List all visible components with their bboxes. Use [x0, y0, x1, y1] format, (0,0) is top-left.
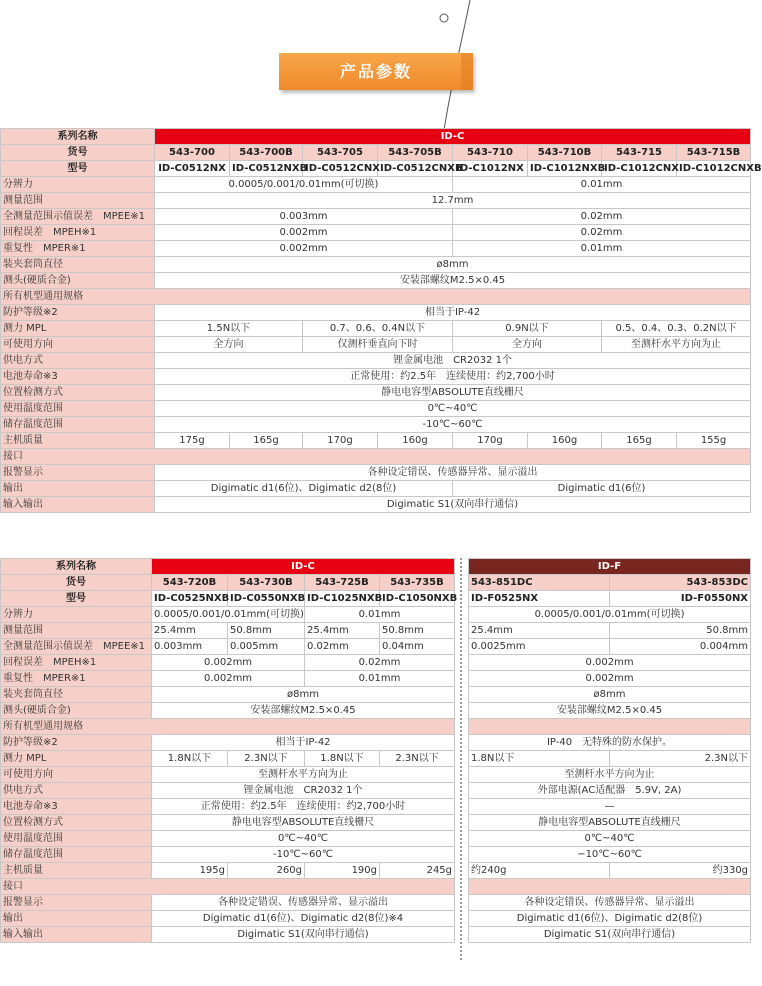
- model-cell: ID-C0512CNXB: [378, 161, 453, 177]
- row-label: 分辨力: [1, 607, 152, 623]
- table-row: [1, 337, 751, 353]
- table-cell: 静电电容型ABSOLUTE直线栅尺: [469, 815, 751, 831]
- table-cell: 0.0005/0.001/0.01mm(可切换): [152, 607, 305, 623]
- table-cell: IP-40 无特殊的防水保护。: [469, 735, 751, 751]
- section-row: [1, 879, 751, 895]
- row-label: 全测量范围示值误差 MPEE※1: [1, 209, 155, 225]
- table-cell: 0.002mm: [469, 671, 751, 687]
- table-cell: 0.002mm: [155, 241, 453, 257]
- model-cell: ID-C1012NXB: [528, 161, 602, 177]
- table-cell: —: [469, 799, 751, 815]
- row-label: 可使用方向: [1, 767, 152, 783]
- code-cell: 543-715B: [677, 145, 751, 161]
- code-cell: 543-700: [155, 145, 230, 161]
- spec-table-2: [0, 558, 751, 943]
- table-cell: Digimatic d1(6位)、Digimatic d2(8位): [155, 481, 453, 497]
- row-label: 重复性 MPER※1: [1, 241, 155, 257]
- table-row: [1, 193, 751, 209]
- table-row: [1, 863, 751, 879]
- code-cell: 543-730B: [228, 575, 305, 591]
- row-label: 测力 MPL: [1, 321, 155, 337]
- table-row: [1, 497, 751, 513]
- code-cell: 543-710B: [528, 145, 602, 161]
- section-header: 所有机型通用规格: [1, 719, 455, 735]
- table-cell: 195g: [152, 863, 228, 879]
- table-cell: 至测杆水平方向为止: [469, 767, 751, 783]
- table-row: [1, 911, 751, 927]
- table-cell: 0.002mm: [469, 655, 751, 671]
- table-cell: 安装部螺纹M2.5×0.45: [469, 703, 751, 719]
- row-label: 电池寿命※3: [1, 369, 155, 385]
- table-cell: Digimatic d1(6位)、Digimatic d2(8位): [469, 911, 751, 927]
- table-cell: 25.4mm: [152, 623, 228, 639]
- page-title: 产品参数: [279, 53, 473, 90]
- table-cell: 锂金属电池 CR2032 1个: [155, 353, 751, 369]
- series-value: ID-C: [155, 129, 751, 145]
- model-row: [1, 591, 751, 607]
- section-row: [1, 719, 751, 735]
- table-row: [1, 385, 751, 401]
- table-cell: 160g: [528, 433, 602, 449]
- table-row: [1, 465, 751, 481]
- code-cell: 543-700B: [230, 145, 303, 161]
- row-label: 位置检测方式: [1, 815, 152, 831]
- table-row: [1, 401, 751, 417]
- row-label: 使用温度范围: [1, 831, 152, 847]
- row-label: 防护等级※2: [1, 735, 152, 751]
- code-label: 货号: [1, 575, 152, 591]
- section-header: 接口: [1, 449, 751, 465]
- series-label: 系列名称: [1, 559, 152, 575]
- table-row: [1, 735, 751, 751]
- table-cell: 0.04mm: [380, 639, 455, 655]
- table-cell: 相当于IP-42: [152, 735, 455, 751]
- table-cell: 仅测杆垂直向下时: [303, 337, 453, 353]
- table-cell: 0.01mm: [453, 177, 751, 193]
- model-cell: ID-C1025NXB: [305, 591, 380, 607]
- table-row: [1, 305, 751, 321]
- table-cell: 1.8N以下: [305, 751, 380, 767]
- table-row: [1, 241, 751, 257]
- table-row: [1, 831, 751, 847]
- row-label: 重复性 MPER※1: [1, 671, 152, 687]
- table-cell: 静电电容型ABSOLUTE直线栅尺: [155, 385, 751, 401]
- table-row: [1, 799, 751, 815]
- table-row: [1, 639, 751, 655]
- table-row: [1, 767, 751, 783]
- table-row: [1, 177, 751, 193]
- table-cell: 约240g: [469, 863, 610, 879]
- row-label: 报警显示: [1, 895, 152, 911]
- table-cell: 170g: [303, 433, 378, 449]
- table-cell: 正常使用：约2.5年 连续使用：约2,700小时: [152, 799, 455, 815]
- code-cell: 543-705: [303, 145, 378, 161]
- table-row: [1, 481, 751, 497]
- series-row: [1, 129, 751, 145]
- table-cell: 0.7、0.6、0.4N以下: [303, 321, 453, 337]
- table-cell: 165g: [602, 433, 677, 449]
- table-cell: Digimatic S1(双向串行通信): [152, 927, 455, 943]
- table-cell: 50.8mm: [380, 623, 455, 639]
- table-cell: 各种设定错误、传感器异常、显示溢出: [155, 465, 751, 481]
- table-cell: 外部电源(AC适配器 5.9V, 2A): [469, 783, 751, 799]
- model-row: [1, 161, 751, 177]
- section-row: [1, 289, 751, 305]
- table-cell: 0.002mm: [155, 225, 453, 241]
- table-cell: 0.005mm: [228, 639, 305, 655]
- table-cell: 1.8N以下: [152, 751, 228, 767]
- table-cell: 170g: [453, 433, 528, 449]
- table-cell: ø8mm: [469, 687, 751, 703]
- table-row: [1, 433, 751, 449]
- table-cell: 0.003mm: [152, 639, 228, 655]
- table-cell: 0.5、0.4、0.3、0.2N以下: [602, 321, 751, 337]
- row-label: 回程误差 MPEH※1: [1, 655, 152, 671]
- table-cell: 0.9N以下: [453, 321, 602, 337]
- table-cell: −10℃~60℃: [469, 847, 751, 863]
- table-cell: 安装部螺纹M2.5×0.45: [155, 273, 751, 289]
- table-cell: 160g: [378, 433, 453, 449]
- series-row: [1, 559, 751, 575]
- row-label: 测量范围: [1, 193, 155, 209]
- table-cell: 175g: [155, 433, 230, 449]
- table-row: [1, 671, 751, 687]
- table-cell: ø8mm: [155, 257, 751, 273]
- model-cell: ID-C1012CNX: [602, 161, 677, 177]
- table-cell: 245g: [380, 863, 455, 879]
- row-label: 分辨力: [1, 177, 155, 193]
- row-label: 输出: [1, 911, 152, 927]
- model-label: 型号: [1, 161, 155, 177]
- table-cell: 0.02mm: [453, 209, 751, 225]
- table-row: [1, 847, 751, 863]
- table-cell: 0.004mm: [610, 639, 751, 655]
- table-cell: 至测杆水平方向为止: [602, 337, 751, 353]
- row-label: 防护等级※2: [1, 305, 155, 321]
- table-cell: 25.4mm: [305, 623, 380, 639]
- table-cell: 25.4mm: [469, 623, 610, 639]
- model-label: 型号: [1, 591, 152, 607]
- table-cell: Digimatic d1(6位)、Digimatic d2(8位)※4: [152, 911, 455, 927]
- table-cell: 安装部螺纹M2.5×0.45: [152, 703, 455, 719]
- table-cell: 各种设定错误、传感器异常、显示溢出: [152, 895, 455, 911]
- table-row: [1, 321, 751, 337]
- code-label: 货号: [1, 145, 155, 161]
- row-label: 储存温度范围: [1, 847, 152, 863]
- table-cell: 0.01mm: [453, 241, 751, 257]
- table-row: [1, 751, 751, 767]
- row-label: 回程误差 MPEH※1: [1, 225, 155, 241]
- code-cell: 543-710: [453, 145, 528, 161]
- table-cell: 至测杆水平方向为止: [152, 767, 455, 783]
- code-cell: 543-853DC: [610, 575, 751, 591]
- table-cell: 0.002mm: [152, 655, 305, 671]
- table-cell: 0℃~40℃: [469, 831, 751, 847]
- section-header: 所有机型通用规格: [1, 289, 751, 305]
- code-cell: 543-715: [602, 145, 677, 161]
- table-cell: Digimatic S1(双向串行通信): [469, 927, 751, 943]
- code-row: [1, 575, 751, 591]
- row-label: 可使用方向: [1, 337, 155, 353]
- spec-table-1: [0, 128, 762, 513]
- table-cell: 静电电容型ABSOLUTE直线栅尺: [152, 815, 455, 831]
- table-cell: 0.0025mm: [469, 639, 610, 655]
- table-cell: 50.8mm: [228, 623, 305, 639]
- model-cell: ID-F0525NX: [469, 591, 610, 607]
- code-cell: 543-725B: [305, 575, 380, 591]
- model-cell: ID-C0512CNX: [303, 161, 378, 177]
- model-cell: ID-C0525NXB: [152, 591, 228, 607]
- row-label: 测头(硬质合金): [1, 703, 152, 719]
- table-cell: 260g: [228, 863, 305, 879]
- table-row: [1, 703, 751, 719]
- row-label: 使用温度范围: [1, 401, 155, 417]
- model-cell: ID-C0512NX: [155, 161, 230, 177]
- table-cell: 0.01mm: [305, 671, 455, 687]
- code-cell: 543-735B: [380, 575, 455, 591]
- table-row: [1, 655, 751, 671]
- code-cell: 543-851DC: [469, 575, 610, 591]
- model-cell: ID-C1012CNXB: [677, 161, 751, 177]
- row-label: 测头(硬质合金): [1, 273, 155, 289]
- table-cell: 12.7mm: [155, 193, 751, 209]
- table-row: [1, 783, 751, 799]
- table-row: [1, 257, 751, 273]
- row-label: 输出: [1, 481, 155, 497]
- table-cell: 0.0005/0.001/0.01mm(可切换): [155, 177, 453, 193]
- table-row: [1, 369, 751, 385]
- table-cell: 2.3N以下: [228, 751, 305, 767]
- row-label: 全测量范围示值误差 MPEE※1: [1, 639, 152, 655]
- table-cell: 1.8N以下: [469, 751, 610, 767]
- table-cell: 各种设定错误、传感器异常、显示溢出: [469, 895, 751, 911]
- table-row: [1, 815, 751, 831]
- table-cell: 全方向: [155, 337, 303, 353]
- row-label: 装夹套筒直径: [1, 257, 155, 273]
- table-cell: 全方向: [453, 337, 602, 353]
- table-cell: Digimatic d1(6位): [453, 481, 751, 497]
- row-label: 测力 MPL: [1, 751, 152, 767]
- table-row: [1, 927, 751, 943]
- model-cell: ID-C1012NX: [453, 161, 528, 177]
- table-cell: 锂金属电池 CR2032 1个: [152, 783, 455, 799]
- table-cell: -10℃~60℃: [155, 417, 751, 433]
- model-cell: ID-C0550NXB: [228, 591, 305, 607]
- table-cell: 约330g: [610, 863, 751, 879]
- row-label: 测量范围: [1, 623, 152, 639]
- row-label: 主机质量: [1, 863, 152, 879]
- table-cell: 165g: [230, 433, 303, 449]
- model-cell: ID-C0512NXB: [230, 161, 303, 177]
- table-cell: 50.8mm: [610, 623, 751, 639]
- model-cell: ID-C1050NXB: [380, 591, 455, 607]
- table-cell: -10℃~60℃: [152, 847, 455, 863]
- table-cell: 相当于IP-42: [155, 305, 751, 321]
- row-label: 装夹套筒直径: [1, 687, 152, 703]
- table-cell: Digimatic S1(双向串行通信): [155, 497, 751, 513]
- code-cell: 543-720B: [152, 575, 228, 591]
- row-label: 报警显示: [1, 465, 155, 481]
- table-cell: 0℃~40℃: [152, 831, 455, 847]
- table-row: [1, 353, 751, 369]
- series-value-f: ID-F: [469, 559, 751, 575]
- table-cell: 0℃~40℃: [155, 401, 751, 417]
- table-separator: [460, 558, 462, 960]
- row-label: 电池寿命※3: [1, 799, 152, 815]
- table-row: [1, 607, 751, 623]
- row-label: 位置检测方式: [1, 385, 155, 401]
- row-label: 主机质量: [1, 433, 155, 449]
- series-value-c: ID-C: [152, 559, 455, 575]
- table-row: [1, 273, 751, 289]
- row-label: 供电方式: [1, 353, 155, 369]
- table-cell: 0.02mm: [305, 639, 380, 655]
- table-cell: 0.003mm: [155, 209, 453, 225]
- row-label: 输入输出: [1, 497, 155, 513]
- table-cell: 0.0005/0.001/0.01mm(可切换): [469, 607, 751, 623]
- table-cell: 0.02mm: [453, 225, 751, 241]
- row-label: 储存温度范围: [1, 417, 155, 433]
- table-row: [1, 623, 751, 639]
- row-label: 输入输出: [1, 927, 152, 943]
- table-cell: 1.5N以下: [155, 321, 303, 337]
- section-header: 接口: [1, 879, 455, 895]
- table-cell: 0.02mm: [305, 655, 455, 671]
- table-cell: 正常使用：约2.5年 连续使用：约2,700小时: [155, 369, 751, 385]
- table-row: [1, 417, 751, 433]
- model-cell: ID-F0550NX: [610, 591, 751, 607]
- table-row: [1, 225, 751, 241]
- table-cell: ø8mm: [152, 687, 455, 703]
- table-cell: 2.3N以下: [610, 751, 751, 767]
- row-label: 供电方式: [1, 783, 152, 799]
- series-label: 系列名称: [1, 129, 155, 145]
- table-cell: 2.3N以下: [380, 751, 455, 767]
- table-cell: 190g: [305, 863, 380, 879]
- table-row: [1, 895, 751, 911]
- section-row: [1, 449, 751, 465]
- table-cell: 155g: [677, 433, 751, 449]
- code-row: [1, 145, 751, 161]
- code-cell: 543-705B: [378, 145, 453, 161]
- table-cell: 0.01mm: [305, 607, 455, 623]
- table-row: [1, 209, 751, 225]
- table-row: [1, 687, 751, 703]
- table-cell: 0.002mm: [152, 671, 305, 687]
